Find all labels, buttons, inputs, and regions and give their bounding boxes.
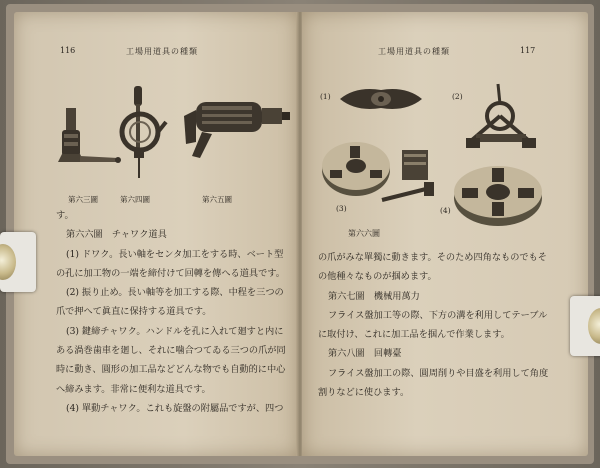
left-running-header: 工場用道具の種類 xyxy=(126,47,198,56)
text-line: 爪で押へて眞直に保持する道具です。 xyxy=(56,306,212,318)
three-jaw-chuck-icon xyxy=(320,130,450,210)
figure-label-2: (2) xyxy=(452,92,463,101)
right-body-text xyxy=(318,248,568,402)
text-line: の孔に加工物の一端を締付けて回轉を傳へる道具です。 xyxy=(56,267,285,279)
page-clip-right xyxy=(570,296,600,356)
steady-rest-icon xyxy=(462,82,542,152)
right-running-header: 工場用道具の種類 xyxy=(378,47,450,56)
page-clip-icon xyxy=(588,308,600,344)
text-line: の他種々なものが掴めます。 xyxy=(318,271,437,283)
figure-caption-63: 第六三圖 xyxy=(68,195,98,204)
text-line: フライス盤加工等の際、下方の溝を利用してテーブル xyxy=(328,309,548,321)
text-line: す。 xyxy=(56,210,74,221)
electric-drill-icon xyxy=(182,94,292,166)
right-page xyxy=(302,12,588,456)
figure-label-4: (4) xyxy=(440,206,451,215)
left-page-number: 116 xyxy=(60,46,76,55)
text-line: (3) 鍵締チャワク。ハンドルを孔に入れて廻すと内に xyxy=(66,325,284,337)
text-line: の爪がみな單獨に動きます。そのため四角なものでもそ xyxy=(318,252,547,263)
text-line: 第六六圖 チャワク道具 xyxy=(66,229,167,241)
hand-drill-icon xyxy=(110,82,170,182)
text-line: (2) 振り止め。長い軸等を加工する際、中程を三つの xyxy=(66,287,284,299)
text-line: ある渦巻歯車を廻し、それに噛合つてゐる三つの爪が同 xyxy=(56,345,286,357)
left-page xyxy=(14,12,298,456)
right-page-number: 117 xyxy=(520,46,536,55)
page-clip-icon xyxy=(0,244,16,280)
text-line: 第六七圖 機械用萬力 xyxy=(328,290,420,302)
text-line: (1) ドワク。長い軸をセンタ加工をする時、ベート型 xyxy=(66,248,284,260)
text-line: に取付け、これに加工品を掴んで作業します。 xyxy=(318,329,510,341)
left-body-text xyxy=(56,206,286,418)
figure-label-3: (3) xyxy=(336,204,347,213)
text-line: 時に動き、圓形の加工品などどんな物でも自動的に中心 xyxy=(56,364,286,376)
lathe-dog-icon xyxy=(336,82,426,116)
figure-caption-66: 第六六圖 xyxy=(348,229,380,238)
four-jaw-chuck-icon xyxy=(452,158,544,228)
text-line: フライス盤加工の際、圓周削りや目盛を利用して角度 xyxy=(328,367,549,379)
figure-caption-64: 第六四圖 xyxy=(120,195,150,204)
figure-caption-65: 第六五圖 xyxy=(202,195,232,204)
page-clip-left xyxy=(0,232,36,292)
text-line: (4) 單動チャワク。これも旋盤の附屬品ですが、四つ xyxy=(66,402,284,414)
text-line: 割りなどに使ひます。 xyxy=(318,387,410,399)
text-line: 第六八圖 回轉臺 xyxy=(328,348,402,360)
figure-label-1: (1) xyxy=(320,92,331,101)
text-line: へ締みます。非常に便利な道具です。 xyxy=(56,383,211,395)
